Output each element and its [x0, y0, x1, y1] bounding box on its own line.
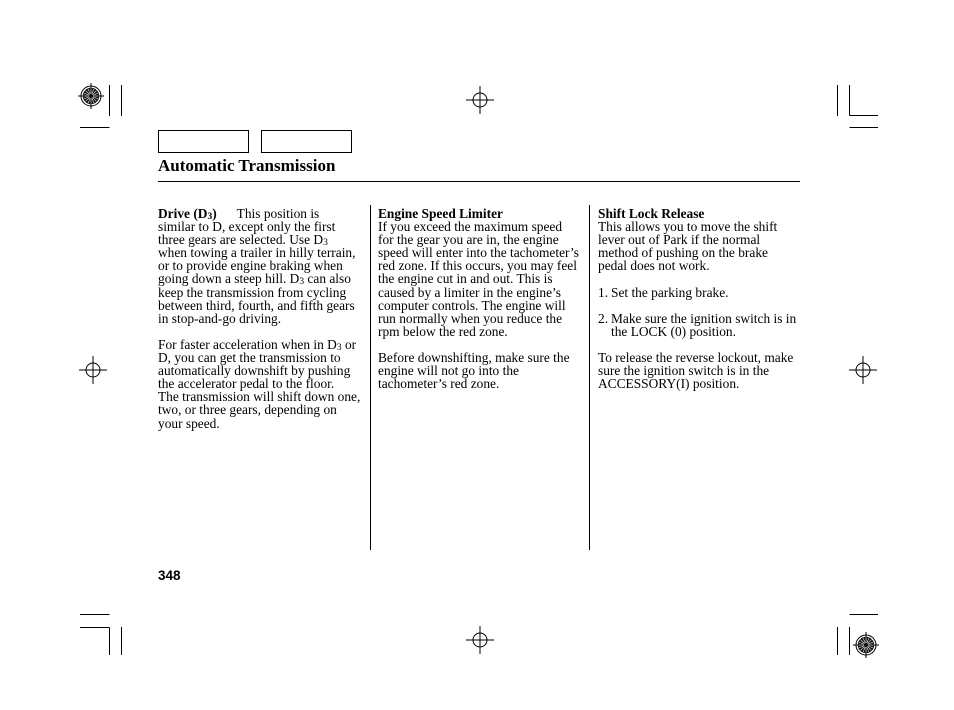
shift-lock-release-heading: Shift Lock Release [598, 206, 705, 221]
text-line: tachometer’s red zone. [378, 376, 500, 392]
line-text: three gears are selected. Use D [158, 232, 324, 248]
shift-lock-note [598, 351, 804, 390]
text-line: the engine cut in and out. This is [378, 271, 553, 287]
registration-target-bottom-right [853, 632, 879, 658]
column-divider-2 [589, 205, 590, 550]
engine-speed-limiter-paragraph-1 [378, 207, 584, 338]
engine-speed-limiter-heading: Engine Speed Limiter [378, 206, 503, 221]
subscript-digit: 3 [299, 277, 305, 288]
text-line: method of pushing on the brake [598, 245, 768, 261]
shift-lock-step-1 [598, 286, 804, 299]
step-number: 2. [598, 310, 609, 326]
subscript-digit: 3 [207, 212, 213, 222]
text-line: run normally when you reduce the [378, 310, 563, 326]
shift-lock-release-section [598, 207, 804, 390]
title-rule [158, 181, 800, 182]
text-line: when towing a trailer in hilly terrain, [158, 245, 356, 261]
text-line: the accelerator pedal to the floor. [158, 376, 335, 392]
line-text: This position is [236, 206, 320, 221]
registration-crosshair-bottom [466, 626, 494, 654]
text-line: ACCESSORY(I) position. [598, 376, 740, 392]
heading-text: ) [212, 206, 217, 221]
drive-d3-paragraph-1 [158, 207, 364, 325]
text-line: two, or three gears, depending on [158, 402, 337, 418]
text-line: in stop-and-go driving. [158, 310, 282, 326]
text-line [598, 286, 804, 299]
text-line: your speed. [158, 415, 220, 431]
text-line: similar to D, except only the first [158, 219, 336, 235]
line-text: going down a steep hill. D [158, 271, 300, 287]
text-line: for the gear you are in, the engine [378, 232, 559, 248]
header-tab-box-1 [158, 130, 249, 153]
step-text: Set the parking brake. [611, 284, 729, 300]
subscript-digit: 3 [323, 238, 328, 249]
subscript-digit: 3 [336, 342, 342, 353]
target-center [864, 643, 868, 647]
text-line: If you exceed the maximum speed [378, 219, 563, 235]
text-line: automatically downshift by pushing [158, 363, 351, 379]
page-number: 348 [158, 568, 181, 583]
line-text: or [341, 336, 357, 352]
registration-target-top-left [78, 83, 104, 109]
line-text: can also [304, 271, 351, 287]
text-line: caused by a limiter in the engine’s [378, 284, 561, 300]
text-line: To release the reverse lockout, make [598, 350, 794, 366]
text-line: keep the transmission from cycling [158, 284, 347, 300]
text-line: sure the ignition switch is in the [598, 363, 770, 379]
text-line: between third, fourth, and fifth gears [158, 297, 355, 313]
line-text: For faster acceleration when in D [158, 336, 337, 352]
text-line: D, you can get the transmission to [158, 350, 341, 366]
engine-speed-limiter-paragraph-2 [378, 351, 584, 390]
shift-lock-step-2 [598, 312, 804, 338]
text-line: the LOCK (0) position. [611, 323, 736, 339]
text-line: Before downshifting, make sure the [378, 350, 570, 366]
text-line [598, 312, 804, 325]
text-line: rpm below the red zone. [378, 323, 508, 339]
step-text: Make sure the ignition switch is in [611, 310, 797, 326]
text-line [158, 271, 364, 288]
registration-crosshair-right [849, 356, 877, 384]
registration-crosshair-left [79, 356, 107, 384]
text-line: This allows you to move the shift [598, 219, 778, 235]
shift-lock-release-intro [598, 207, 804, 272]
text-line: speed will enter into the tachometer’s [378, 245, 579, 261]
drive-d3-paragraph-2 [158, 338, 364, 430]
registration-crosshair-top [466, 86, 494, 114]
step-number: 1. [598, 284, 609, 300]
target-center [89, 94, 93, 98]
column-divider-1 [370, 205, 371, 550]
text-line: computer controls. The engine will [378, 297, 566, 313]
text-line: pedal does not work. [598, 258, 710, 274]
text-line: The transmission will shift down one, [158, 389, 361, 405]
text-line: red zone. If this occurs, you may feel [378, 258, 577, 274]
header-tab-box-2 [261, 130, 352, 153]
drive-d3-section [158, 207, 364, 430]
text-line: lever out of Park if the normal [598, 232, 761, 248]
engine-speed-limiter-section [378, 207, 584, 390]
text-line: engine will not go into the [378, 363, 519, 379]
page-title: Automatic Transmission [158, 156, 336, 175]
text-line: or to provide engine braking when [158, 258, 343, 274]
heading-text: Drive (D [158, 206, 208, 221]
